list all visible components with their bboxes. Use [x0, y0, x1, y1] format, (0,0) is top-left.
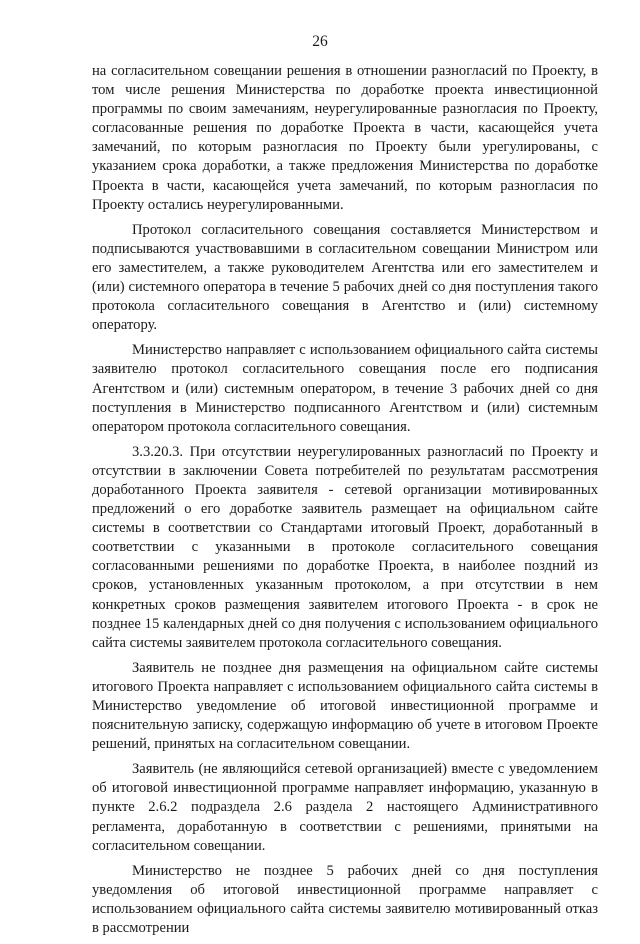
document-body [92, 60, 598, 944]
page-number: 26 [312, 33, 328, 50]
paragraph-applicant-notification: Заявитель не позднее дня размещения на официальном сайте системы итогового Проекта направляет с использованием официального сайта системы в Министерство уведомление об итоговой инвестиционной программе и пояснительную записку, содержащую информацию об учете в итоговом Проекте решений, принятых на согласительном совещании. [92, 659, 598, 753]
paragraph-protocol-signing: Протокол согласительного совещания составляется Министерством и подписываются участвовавшими в согласительном совещании Министром или его заместителем, а также руководителем Агентства или его заместителем и (или) системного оператора в течение 5 рабочих дней со дня поступления такого протокола согласительного совещания в Агентство и (или) системному оператору. [92, 221, 598, 334]
paragraph-continuation: на согласительном совещании решения в отношении разногласий по Проекту, в том числе решения Министерства по доработке проекта инвестиционной программы по своим замечаниям, неурегулированные разногласия по Проекту, согласованные решения по доработке Проекта в части, касающейся учета замечаний, по которым разногласия по Проекту были урегулированы, с указанием срока доработки, а также предложения Министерства по доработке Проекта в части, касающейся учета замечаний, по которым разногласия по Проекту остались неурегулированными. [92, 63, 598, 213]
paragraph-section-3-3-20-3: 3.3.20.3. При отсутствии неурегулированных разногласий по Проекту и отсутствии в заключении Совета потребителей по результатам рассмотрения доработанного Проекта заявителя - сетевой организации мотивированных предложений о его доработке заявитель размещает на официальном сайте системы в соответствии со Стандартами итоговый Проект, доработанный в соответствии с указанными в протоколе согласительного совещания согласованными решениями по доработке Проекта, в наиболее поздний из сроков, установленных указанным протоколом, а при отсутствии в нем конкретных сроков размещения заявителем итогового Проекта - в срок не позднее 15 календарных дней со дня получения с использованием официального сайта системы заявителем протокола согласительного совещания. [92, 443, 598, 651]
paragraph-ministry-refusal: Министерство не позднее 5 рабочих дней со дня поступления уведомления об итоговой инвестиционной программе направляет с использованием официального сайта системы заявителю мотивированный отказ в рассмотрении [92, 862, 598, 937]
paragraph-protocol-sending: Министерство направляет с использованием официального сайта системы заявителю протокол согласительного совещания после его подписания Агентством и (или) системным оператором, в течение 3 рабочих дней со дня поступления в Министерство подписанного Агентством и (или) системным оператором протокола согласительного совещания. [92, 342, 598, 435]
paragraph-non-network-applicant: Заявитель (не являющийся сетевой организацией) вместе с уведомлением об итоговой инвестиционной программе направляет информацию, указанную в пункте 2.6.2 подраздела 2.6 раздела 2 настоящего Административного регламента, доработанную в соответствии с решениями, принятыми на согласительном совещании. [92, 761, 598, 854]
